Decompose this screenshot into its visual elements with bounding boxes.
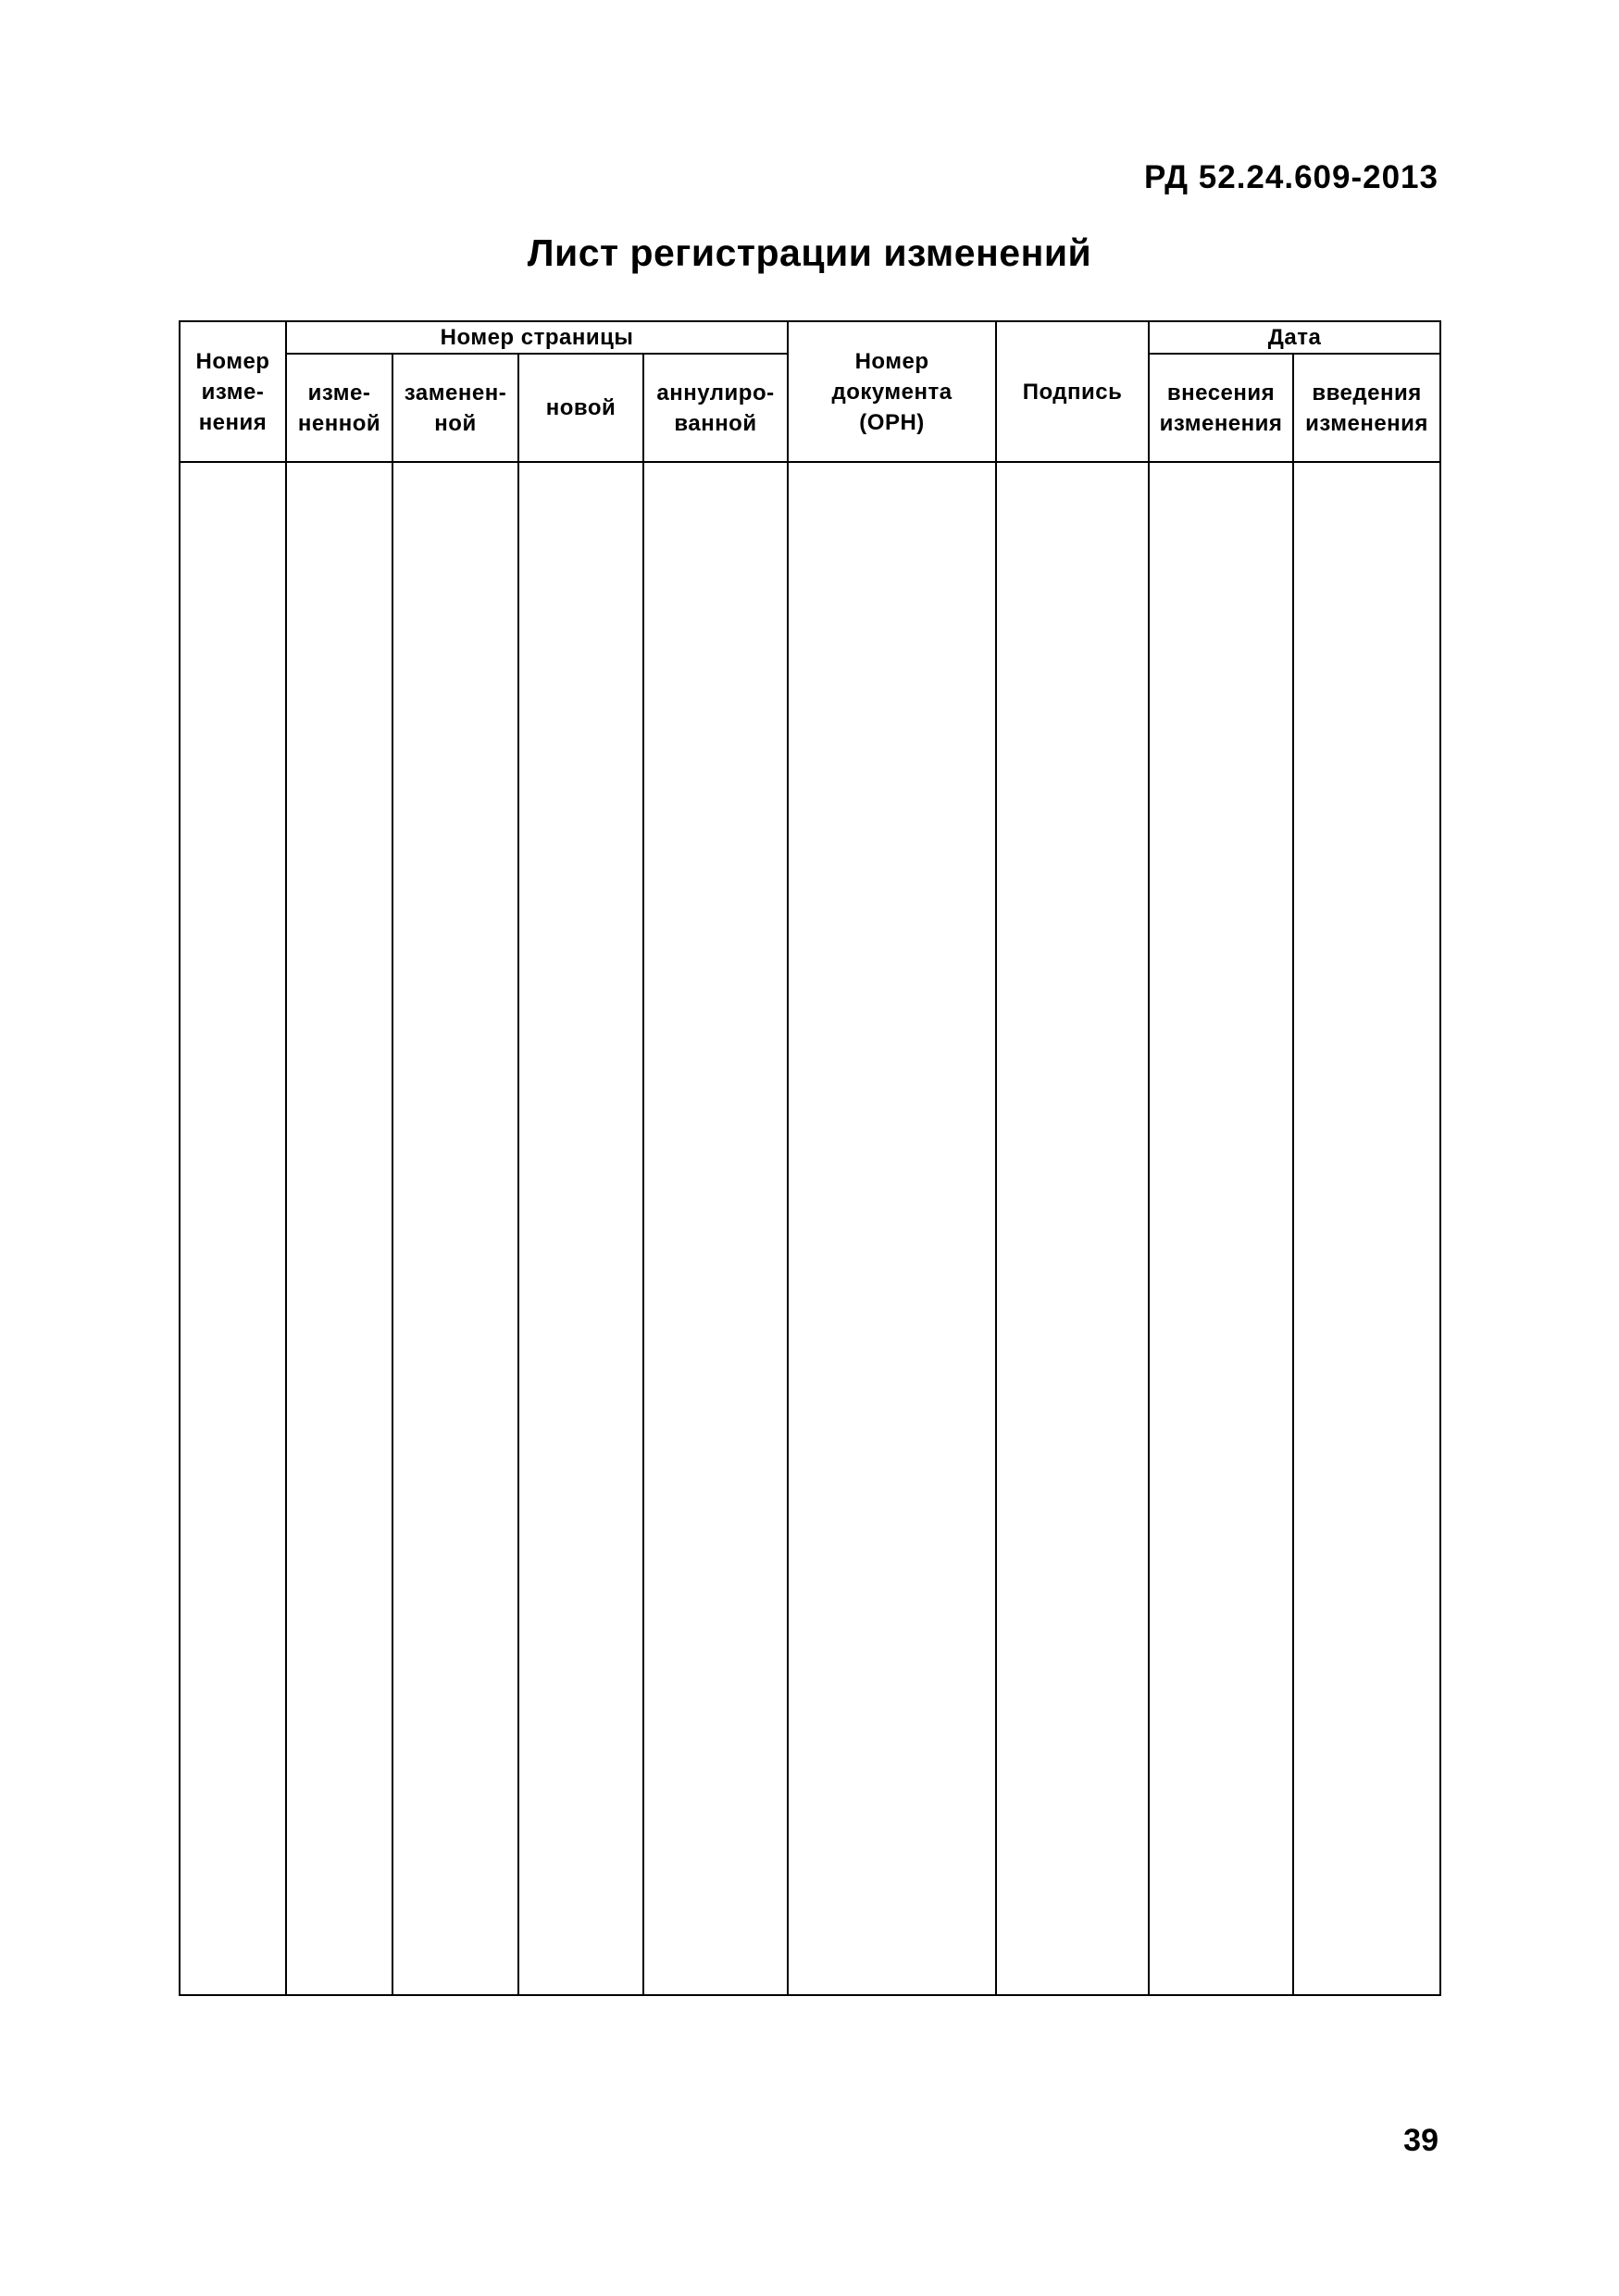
table-row	[180, 462, 1440, 1995]
header-changed: изме- ненной	[286, 354, 392, 462]
cell-cancelled[interactable]	[643, 462, 788, 1995]
cell-date-introduced[interactable]	[1293, 462, 1440, 1995]
document-code: РД 52.24.609-2013	[1143, 159, 1438, 195]
cell-signature[interactable]	[996, 462, 1149, 1995]
header-replaced: заменен- ной	[392, 354, 518, 462]
cell-date-entered[interactable]	[1149, 462, 1293, 1995]
cell-replaced[interactable]	[392, 462, 518, 1995]
header-date-group: Дата	[1149, 321, 1440, 354]
cell-changed[interactable]	[286, 462, 392, 1995]
cell-document-number[interactable]	[788, 462, 996, 1995]
change-registration-table	[179, 320, 1441, 1996]
header-change-number: Номер изме- нения	[180, 321, 286, 462]
cell-change-number[interactable]	[180, 462, 286, 1995]
header-date-entered: внесения изменения	[1149, 354, 1293, 462]
header-new: новой	[518, 354, 643, 462]
cell-new[interactable]	[518, 462, 643, 1995]
header-page-number-group: Номер страницы	[286, 321, 788, 354]
header-signature: Подпись	[996, 321, 1149, 462]
page-title: Лист регистрации изменений	[527, 231, 1092, 274]
header-cancelled: аннулиро- ванной	[643, 354, 788, 462]
header-document-number: Номер документа (ОРН)	[788, 321, 996, 462]
page-number: 39	[1403, 2123, 1438, 2158]
header-date-introduced: введения изменения	[1293, 354, 1440, 462]
